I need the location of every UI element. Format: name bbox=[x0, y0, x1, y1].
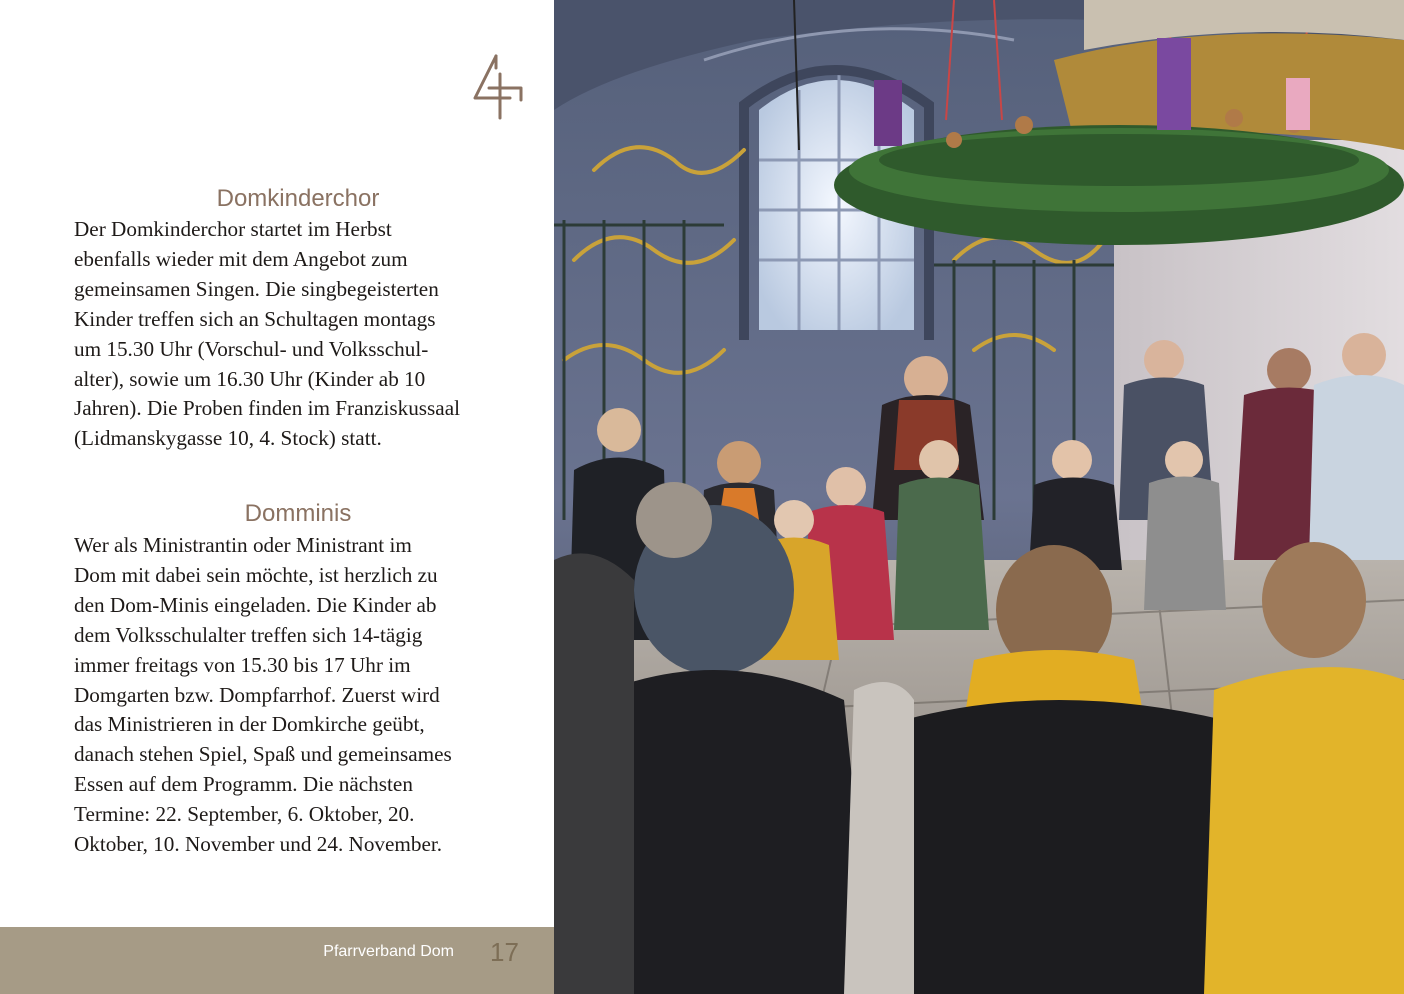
text-line: um 15.30 Uhr (Vorschul- und Volksschul- bbox=[74, 336, 429, 361]
text-line: Jahren). Die Proben finden im Franziskussaal bbox=[74, 396, 460, 421]
text-line: Kinder treffen sich an Schultagen montags bbox=[74, 306, 436, 331]
section-body-domminis bbox=[74, 531, 534, 860]
text-line: ebenfalls wieder mit dem Angebot zum bbox=[74, 246, 408, 271]
page-number: 17 bbox=[490, 937, 519, 967]
text-line: das Ministrieren in der Domkirche geübt, bbox=[74, 712, 425, 737]
text-line: alter), sowie um 16.30 Uhr (Kinder ab 10 bbox=[74, 366, 426, 391]
text-line: Dom mit dabei sein möchte, ist herzlich zu bbox=[74, 562, 438, 587]
left-page bbox=[0, 0, 554, 994]
footer-label: Pfarrverband Dom bbox=[323, 943, 454, 960]
text-line: Wer als Ministrantin oder Ministrant im bbox=[74, 533, 412, 557]
text-line: danach stehen Spiel, Spaß und gemeinsames bbox=[74, 742, 452, 767]
section-body-domkinderchor bbox=[74, 215, 534, 454]
text-line: Essen auf dem Programm. Die nächsten bbox=[74, 772, 413, 797]
text-line: den Dom-Minis eingeladen. Die Kinder ab bbox=[74, 592, 437, 617]
text-line: immer freitags von 15.30 bis 17 Uhr im bbox=[74, 652, 411, 677]
church-photo-illustration bbox=[554, 0, 1404, 994]
text-line: gemeinsamen Singen. Die singbegeisterten bbox=[74, 276, 439, 301]
footer-band bbox=[0, 927, 554, 994]
section-heading-domminis: Domminis bbox=[244, 500, 352, 527]
text-line: (Lidmanskygasse 10, 4. Stock) statt. bbox=[74, 426, 382, 451]
text-line: Termine: 22. September, 6. Oktober, 20. bbox=[74, 802, 415, 827]
four-cross-logo-icon bbox=[470, 52, 526, 124]
text-line: dem Volksschulalter treffen sich 14-tägig bbox=[74, 622, 423, 647]
text-line: Domgarten bzw. Dompfarrhof. Zuerst wird bbox=[74, 682, 440, 707]
text-line: Der Domkinderchor startet im Herbst bbox=[74, 217, 392, 241]
church-photo bbox=[554, 0, 1404, 994]
text-line: Oktober, 10. November und 24. November. bbox=[74, 832, 443, 857]
section-heading-domkinderchor: Domkinderchor bbox=[216, 185, 380, 212]
